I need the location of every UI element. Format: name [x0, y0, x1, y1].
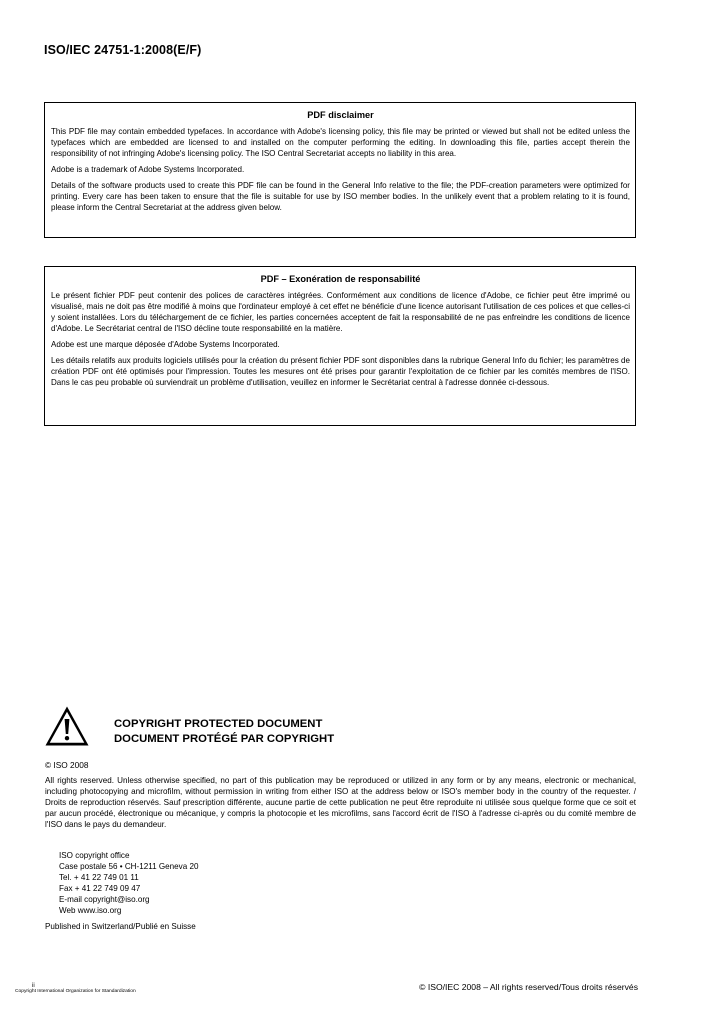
rights-reserved-text: All rights reserved. Unless otherwise specified, no part of this publication may be reproduced or utilized in any form or by any means, electronic or mechanical, including photocopying and microfilm, without permission in writing from either ISO at the address below or ISO's member body in the country of the requester. / Droits de reproduction réservés. Sauf prescription différente, aucune partie de cette publication ne peut être reproduite ni utilisée sous quelque forme que ce soit et par aucun procédé, électronique ou mécanique, y compris la photocopie et les microfilms, sans l'accord écrit de l'ISO à l'adresse ci-après ou du comité membre de l'ISO dans le pays du demandeur. [45, 776, 636, 830]
pdf-disclaimer-title: PDF disclaimer [307, 110, 374, 120]
copyright-heading [114, 717, 334, 747]
exoneration-paragraph: Les détails relatifs aux produits logiciels utilisés pour la création du présent fichier PDF sont disponibles dans la rubrique General Info du fichier; les paramètres de création PDF ont été optimisés pour l'impression. Toutes les mesures ont été prises pour garantir l'exploitation de ce fichier par les comités membres de l'ISO. Dans le cas peu probable où surviendrait un problème d'utilisation, veuillez en informer le Secrétariat central à l'adresse donnée ci-dessous. [51, 355, 630, 387]
footer-rights: © ISO/IEC 2008 – All rights reserved/Tous droits réservés [419, 982, 638, 992]
address-line: Case postale 56 • CH-1211 Geneva 20 [59, 862, 199, 872]
disclaimer-paragraph: Details of the software products used to create this PDF file can be found in the General Info relative to the file; the PDF-creation parameters were optimized for printing. Every care has been taken to ensure that the file is suitable for use by ISO member bodies. In the unlikely event that a problem relating to it is found, please inform the Central Secretariat at the address given below. [51, 180, 630, 212]
address-line: Tel. + 41 22 749 01 11 [59, 873, 139, 883]
warning-triangle-icon [44, 705, 90, 747]
page-number: ii [32, 983, 35, 989]
pdf-exoneration-title: PDF – Exonération de responsabilité [260, 274, 421, 284]
iso-copyright-year: © ISO 2008 [45, 760, 89, 770]
pdf-exoneration-box [44, 266, 636, 426]
exoneration-paragraph: Le présent fichier PDF peut contenir des polices de caractères intégrées. Conformément aux conditions de licence d'Adobe, ce fichier peut être imprimé ou visualisé, mais ne doit pas être modifié à moins que l'ordinateur employé à cet effet ne bénéficie d'une licence autorisant l'utilisation de ces polices et que celles-ci y soient installées. Lors du téléchargement de ce fichier, les parties concernées acceptent de fait la responsabilité de ne pas enfreindre les conditions de licence d'Adobe. Le Secrétariat central de l'ISO décline toute responsabilité en la matière. [51, 291, 630, 333]
footer-org-text: Copyright International Organization for Standardization [15, 989, 136, 994]
address-line: Fax + 41 22 749 09 47 [59, 884, 141, 894]
disclaimer-paragraph: This PDF file may contain embedded typefaces. In accordance with Adobe's licensing policy, this file may be printed or viewed but shall not be edited unless the typefaces which are embedded are licensed to and installed on the computer performing the editing. In downloading this file, parties accept therein the responsibility of not infringing Adobe's licensing policy. The ISO Central Secretariat accepts no liability in this area. [51, 127, 630, 158]
document-id: ISO/IEC 24751-1:2008(E/F) [44, 43, 202, 57]
footer-copyright-org [15, 983, 136, 995]
copyright-heading-en: COPYRIGHT PROTECTED DOCUMENT [114, 718, 323, 730]
address-line: ISO copyright office [59, 851, 130, 860]
address-line: E-mail copyright@iso.org [59, 895, 150, 905]
iso-copyright-office-address [59, 850, 198, 916]
exoneration-paragraph: Adobe est une marque déposée d'Adobe Systems Incorporated. [51, 339, 280, 349]
copyright-heading-fr: DOCUMENT PROTÉGÉ PAR COPYRIGHT [114, 733, 335, 745]
pdf-disclaimer-box [44, 102, 636, 238]
disclaimer-paragraph: Adobe is a trademark of Adobe Systems Incorporated. [51, 164, 245, 174]
published-in: Published in Switzerland/Publié en Suisse [45, 922, 196, 931]
address-line: Web www.iso.org [59, 906, 122, 916]
